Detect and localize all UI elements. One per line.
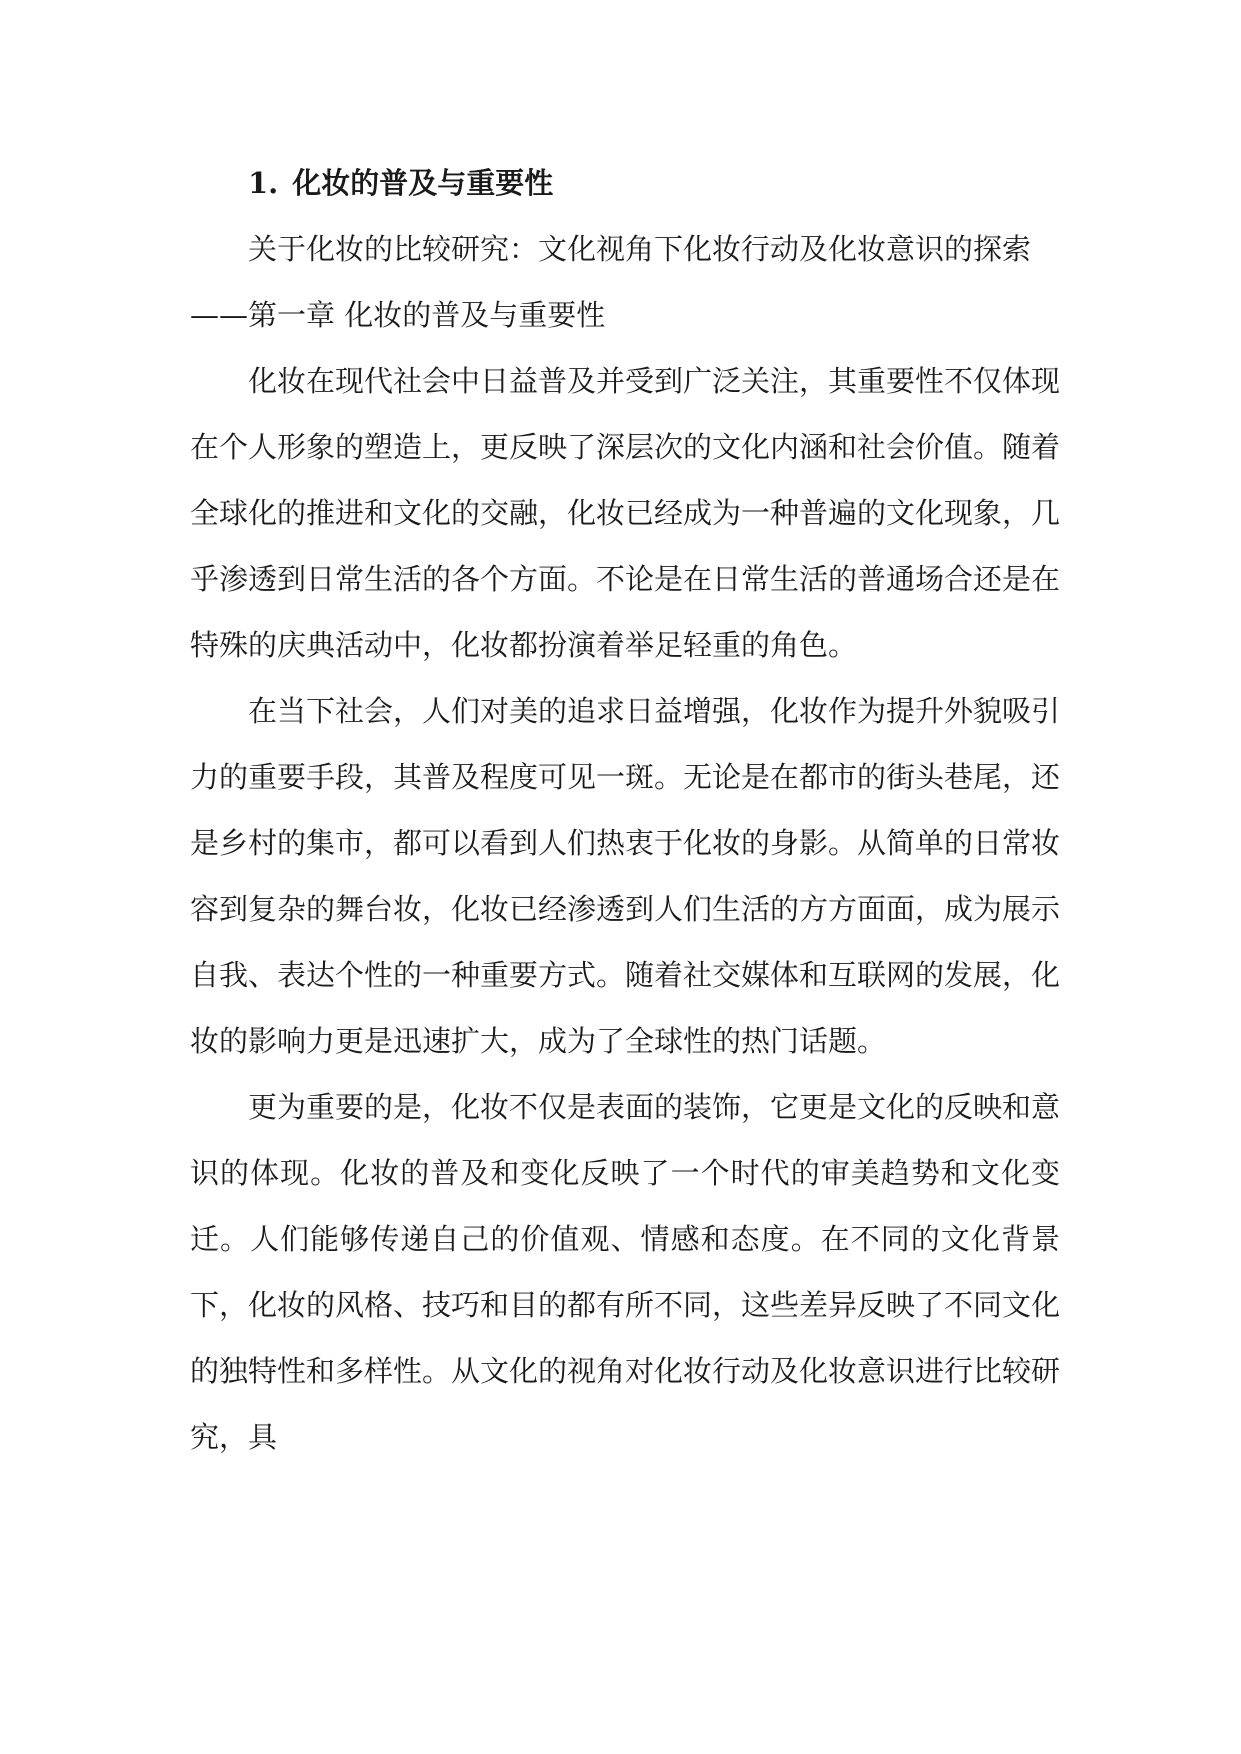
section-number: 1. (248, 166, 279, 200)
subtitle-line-1: 关于化妆的比较研究：文化视角下化妆行动及化妆意识的探索 (248, 232, 1032, 266)
subtitle-line-2: ——第一章 化妆的普及与重要性 (190, 298, 606, 332)
paragraph-3: 更为重要的是，化妆不仅是表面的装饰，它更是文化的反映和意识的体现。化妆的普及和变化反映了一个时代的审美趋势和文化变迁。人们能够传递自己的价值观、情感和态度。在不同的文化背景下，化妆的风格、技巧和目的都有所不同，这些差异反映了不同文化的独特性和多样性。从文化的视角对化妆行动及化妆意识进行比较研究，具 (190, 1090, 1061, 1454)
document-body (190, 150, 1060, 1470)
document-subtitle (190, 216, 1060, 348)
paragraph-2: 在当下社会，人们对美的追求日益增强，化妆作为提升外貌吸引力的重要手段，其普及程度可见一斑。无论是在都市的街头巷尾，还是乡村的集市，都可以看到人们热衷于化妆的身影。从简单的日常妆容到复杂的舞台妆，化妆已经渗透到人们生活的方方面面，成为展示自我、表达个性的一种重要方式。随着社交媒体和互联网的发展，化妆的影响力更是迅速扩大，成为了全球性的热门话题。 (190, 694, 1061, 1058)
section-title: 化妆的普及与重要性 (292, 166, 554, 200)
section-heading (190, 150, 1060, 216)
paragraph-1: 化妆在现代社会中日益普及并受到广泛关注，其重要性不仅体现在个人形象的塑造上，更反映了深层次的文化内涵和社会价值。随着全球化的推进和文化的交融，化妆已经成为一种普遍的文化现象，几乎渗透到日常生活的各个方面。不论是在日常生活的普通场合还是在特殊的庆典活动中，化妆都扮演着举足轻重的角色。 (190, 364, 1061, 662)
